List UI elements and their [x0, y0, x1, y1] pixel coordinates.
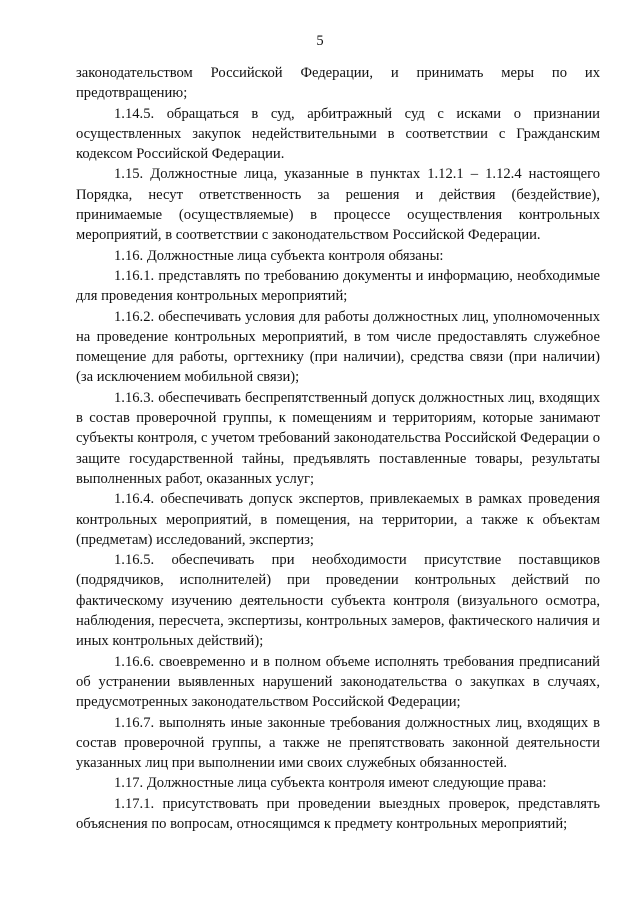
paragraph-1-14-5: 1.14.5. обращаться в суд, арбитражный суд с исками о признании осуществленных закупок недействительными в соответствии с Гражданским кодексом Российской Федерации.: [76, 105, 600, 163]
paragraph-1-16-2: 1.16.2. обеспечивать условия для работы должностных лиц, уполномоченных на проведение контрольных мероприятий, в том числе предоставлять служебное помещение для работы, оргтехнику (при наличии), средства связи (при наличии) (за исключением мобильной связи);: [76, 308, 600, 386]
paragraph-1-17: 1.17. Должностные лица субъекта контроля имеют следующие права:: [114, 775, 547, 792]
paragraph-1-16-3: 1.16.3. обеспечивать беспрепятственный допуск должностных лиц, входящих в состав проверочной группы, к помещениям и территориям, которые занимают субъекты контроля, с учетом требований законодательства Российской Федерации о защите государственной тайны, предъявлять поставленные товары, результаты выполненных работ, оказанных услуг;: [76, 389, 600, 487]
paragraph-continuation: законодательством Российской Федерации, и принимать меры по их предотвращению;: [76, 65, 600, 102]
paragraph-1-17-1: 1.17.1. присутствовать при проведении выездных проверок, представлять объяснения по вопросам, относящимся к предмету контрольных мероприятий;: [76, 795, 600, 832]
paragraph-1-16-6: 1.16.6. своевременно и в полном объеме исполнять требования предписаний об устранении выявленных нарушений законодательства о закупках в случаях, предусмотренных законодательством Российской Федерации;: [76, 653, 600, 711]
paragraph-1-16: 1.16. Должностные лица субъекта контроля обязаны:: [114, 247, 444, 264]
paragraph-1-16-4: 1.16.4. обеспечивать допуск экспертов, привлекаемых в рамках проведения контрольных мероприятий, в помещения, на территории, а также к объектам (предметам) исследований, экспертиз;: [76, 491, 600, 548]
page-number: 5: [316, 33, 324, 49]
paragraph-1-16-5: 1.16.5. обеспечивать при необходимости присутствие поставщиков (подрядчиков, исполнителей) при проведении контрольных действий по фактическому изучению деятельности субъекта контроля (визуального осмотра, наблюдения, пересчета, экспертизы, контрольных замеров, фактического наличия и иных контрольных действий);: [76, 552, 600, 650]
paragraph-1-16-7: 1.16.7. выполнять иные законные требования должностных лиц, входящих в состав проверочной группы, а также не препятствовать законной деятельности указанных лиц при выполнении ими своих служебных обязанностей.: [76, 714, 600, 772]
paragraph-1-15: 1.15. Должностные лица, указанные в пунктах 1.12.1 – 1.12.4 настоящего Порядка, несут ответственность за решения и действия (бездействие), принимаемые (осуществляемые) в процессе осуществления контрольных мероприятий, в соответствии с законодательством Российской Федерации.: [76, 166, 600, 244]
paragraph-1-16-1: 1.16.1. представлять по требованию документы и информацию, необходимые для проведения контрольных мероприятий;: [76, 267, 600, 305]
document-body: [76, 63, 600, 834]
